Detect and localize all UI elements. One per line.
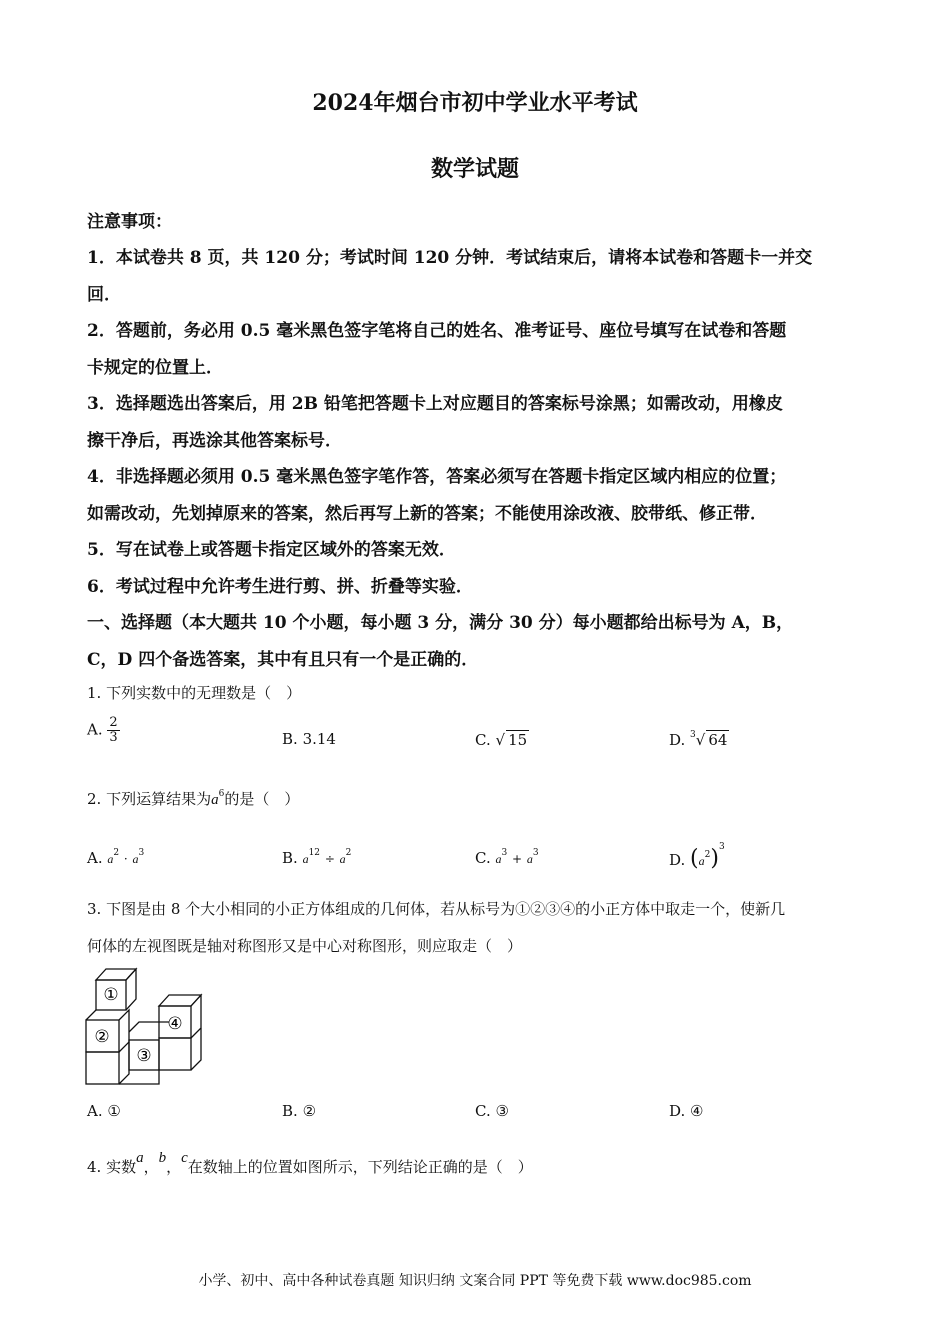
paren-open: ( bbox=[690, 846, 699, 871]
radicand: 15 bbox=[508, 731, 528, 749]
stem-text: 2. 下列运算结果为 bbox=[87, 790, 212, 808]
notice-line: 如需改动，先划掉原来的答案，然后再写上新的答案；不能使用涂改液、胶带纸、修正带． bbox=[87, 504, 767, 524]
q1-option-a bbox=[87, 716, 120, 745]
cube-label-2: ② bbox=[94, 1027, 110, 1047]
option-value: ④ bbox=[690, 1102, 704, 1120]
exam-subtitle: 数学试题 bbox=[430, 156, 519, 182]
stem-text: 的是（ ） bbox=[224, 790, 300, 808]
notice-heading: 注意事项： bbox=[87, 212, 172, 232]
sqrt-symbol: √ bbox=[695, 731, 706, 749]
math-var: a bbox=[132, 852, 139, 866]
section-heading-line1: 一、选择题（本大题共 10 个小题，每小题 3 分，满分 30 分）每小题都给出标号为 A，B， bbox=[87, 613, 794, 633]
cube-figure bbox=[84, 962, 209, 1086]
paren-close: ) bbox=[710, 846, 719, 871]
stem-text: 4. 实数 bbox=[87, 1158, 137, 1176]
math-op: + bbox=[512, 852, 523, 866]
page-footer: 小学、初中、高中各种试卷真题 知识归纳 文案合同 PPT 等免费下载 www.doc985.com bbox=[198, 1273, 752, 1289]
option-value: ③ bbox=[495, 1102, 509, 1120]
exam-title: 2024年烟台市初中学业水平考试 bbox=[312, 90, 638, 116]
option-value: ② bbox=[302, 1102, 317, 1120]
option-label: D. bbox=[669, 851, 686, 869]
math-var: c bbox=[181, 1150, 188, 1166]
fraction bbox=[107, 716, 119, 745]
notice-line: 1．本试卷共 8 页，共 120 分；考试时间 120 分钟．考试结束后，请将本试卷和答题卡一并交 bbox=[87, 248, 813, 268]
q3-option-c bbox=[475, 1102, 509, 1120]
math-var: a bbox=[698, 854, 705, 868]
q3-option-a bbox=[87, 1102, 121, 1120]
math-op: · bbox=[123, 852, 128, 866]
question-2-stem bbox=[87, 788, 299, 809]
q3-option-b bbox=[282, 1102, 316, 1120]
exponent: 3 bbox=[532, 848, 539, 858]
option-label: C. bbox=[475, 849, 491, 867]
q1-option-b bbox=[282, 730, 336, 748]
option-label: A. bbox=[87, 720, 103, 739]
option-label: C. bbox=[475, 731, 491, 749]
math-op: ÷ bbox=[324, 852, 335, 866]
option-label: A. bbox=[87, 849, 103, 867]
option-label: B. bbox=[282, 849, 298, 867]
math-var: a bbox=[302, 852, 309, 866]
notice-line: 擦干净后，再选涂其他答案标号． bbox=[87, 431, 342, 451]
math-var: a bbox=[211, 792, 219, 808]
exponent: 12 bbox=[308, 848, 321, 858]
notice-line: 回． bbox=[87, 285, 121, 305]
radicand: 64 bbox=[708, 731, 728, 749]
question-4-stem bbox=[87, 1150, 533, 1177]
exponent: 2 bbox=[704, 850, 711, 860]
stem-text: ， bbox=[143, 1158, 159, 1176]
math-var: a bbox=[495, 852, 502, 866]
exponent: 2 bbox=[113, 848, 120, 858]
math-var: a bbox=[339, 852, 346, 866]
question-1-stem: 1. 下列实数中的无理数是（ ） bbox=[87, 684, 302, 702]
exponent: 3 bbox=[138, 848, 145, 858]
denominator: 3 bbox=[109, 730, 118, 745]
notice-line: 3．选择题选出答案后，用 2B 铅笔把答题卡上对应题目的答案标号涂黑；如需改动，用橡皮 bbox=[87, 394, 783, 414]
option-label: A. bbox=[87, 1102, 103, 1120]
option-value: ① bbox=[107, 1102, 121, 1120]
q1-option-d bbox=[669, 730, 729, 749]
cube-label-1: ① bbox=[103, 985, 119, 1005]
q3-option-d bbox=[669, 1102, 704, 1120]
notice-line: 4．非选择题必须用 0.5 毫米黑色签字笔作答，答案必须写在答题卡指定区域内相应的位置； bbox=[87, 467, 787, 487]
exponent: 2 bbox=[345, 848, 352, 858]
math-var: b bbox=[158, 1150, 167, 1166]
q2-option-c bbox=[475, 848, 539, 867]
question-3-stem-line2: 何体的左视图既是轴对称图形又是中心对称图形，则应取走（ ） bbox=[87, 937, 523, 955]
option-value: 3.14 bbox=[302, 730, 336, 748]
option-label: D. bbox=[669, 731, 686, 749]
math-var: a bbox=[136, 1150, 144, 1166]
q1-option-c bbox=[475, 730, 529, 749]
notice-line: 5．写在试卷上或答题卡指定区域外的答案无效． bbox=[87, 540, 456, 560]
notice-line: 2．答题前，务必用 0.5 毫米黑色签字笔将自己的姓名、准考证号、座位号填写在试卷和答题 bbox=[87, 321, 787, 341]
q2-option-a bbox=[87, 848, 144, 867]
math-var: a bbox=[107, 852, 114, 866]
notice-line: 6．考试过程中允许考生进行剪、拼、折叠等实验． bbox=[87, 577, 473, 597]
exponent: 3 bbox=[718, 842, 725, 852]
q2-option-d bbox=[669, 842, 725, 871]
root-index: 3 bbox=[690, 730, 696, 740]
notice-line: 卡规定的位置上． bbox=[87, 358, 223, 378]
numerator: 2 bbox=[109, 715, 118, 730]
q2-option-b bbox=[282, 848, 351, 867]
stem-text: 在数轴上的位置如图所示，下列结论正确的是（ ） bbox=[187, 1158, 533, 1176]
option-label: D. bbox=[669, 1102, 686, 1120]
cube-label-3: ③ bbox=[136, 1046, 152, 1066]
question-3-stem-line1: 3. 下图是由 8 个大小相同的小正方体组成的几何体，若从标号为①②③④的小正方体中取走一个，使新几 bbox=[87, 900, 786, 918]
option-label: B. bbox=[282, 1102, 298, 1120]
cube-label-4: ④ bbox=[167, 1014, 183, 1034]
stem-text: ， bbox=[166, 1158, 182, 1176]
exponent: 6 bbox=[218, 789, 225, 799]
option-label: B. bbox=[282, 730, 298, 748]
section-heading-line2: C，D 四个备选答案，其中有且只有一个是正确的． bbox=[87, 650, 479, 670]
math-var: a bbox=[526, 852, 533, 866]
exponent: 3 bbox=[501, 848, 508, 858]
sqrt-symbol: √ bbox=[495, 731, 506, 749]
option-label: C. bbox=[475, 1102, 491, 1120]
